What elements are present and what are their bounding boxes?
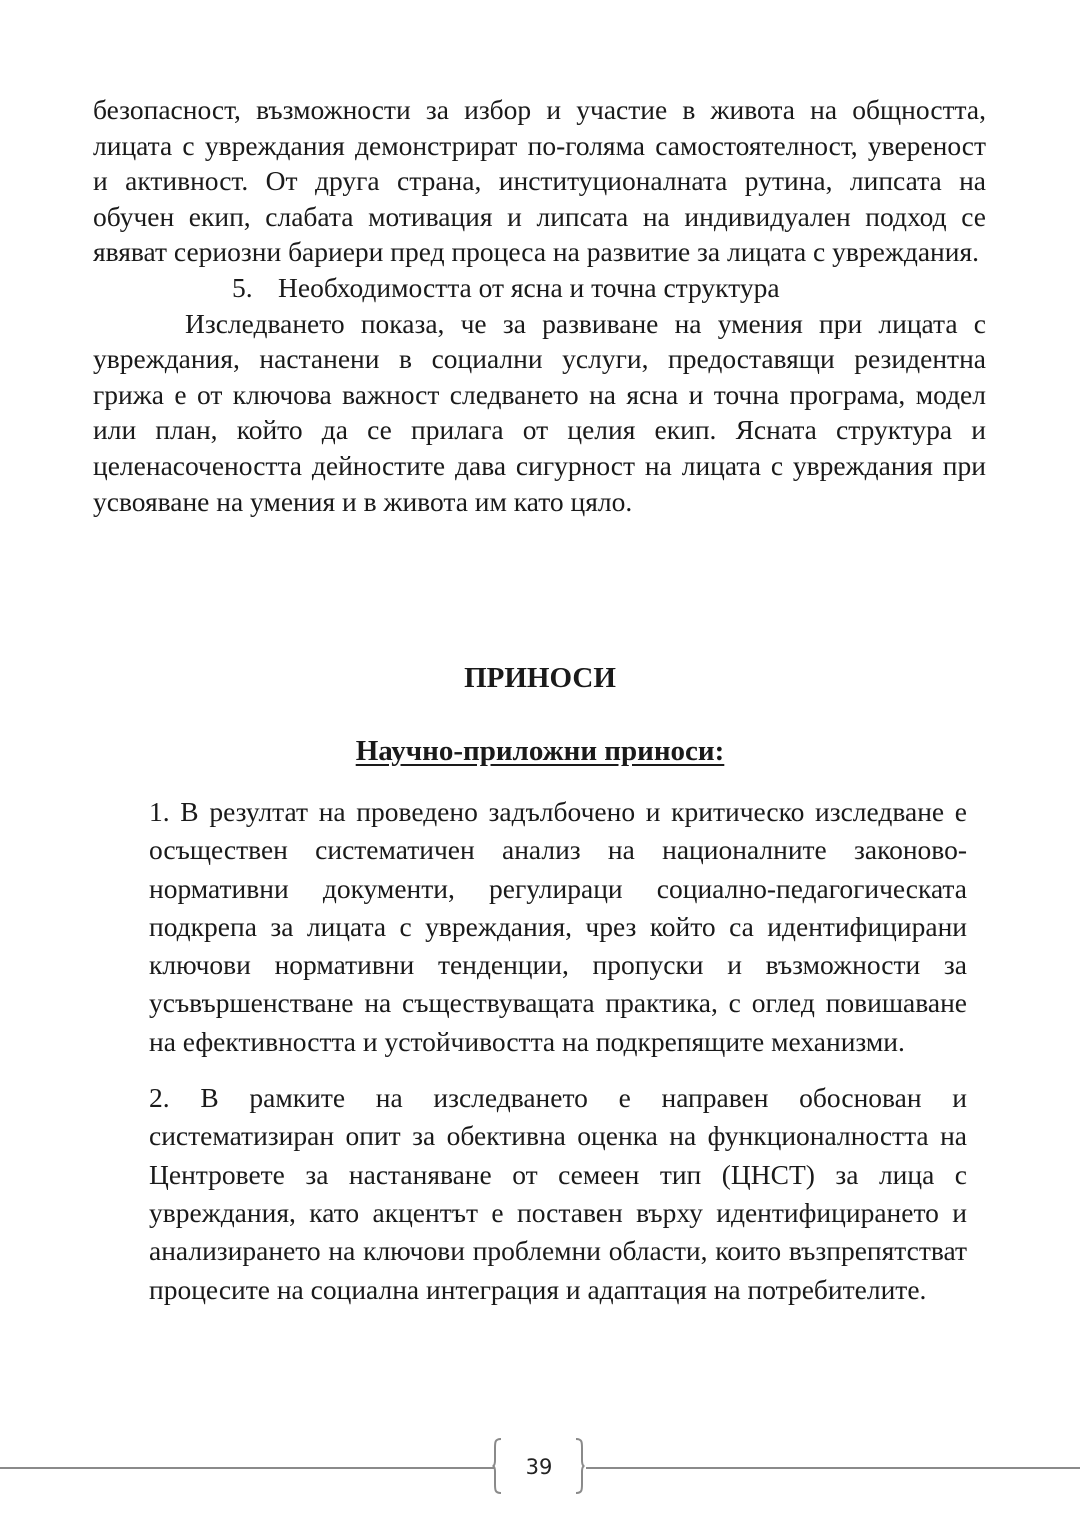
continuation-paragraph: безопасност, възможности за избор и участие в живота на общността, лицата с увреждания демонстрират по-голяма самостоятелност, увереност и активност. От друга страна, институционалната рутина, липсата на обучен екип, слабата мотивация и липсата на индивидуален подход се явяват сериозни бариери пред процеса на развитие за лицата с увреждания. <box>93 94 986 268</box>
footer-rule-left <box>0 1467 494 1469</box>
subsection-title: Научно-приложни приноси: <box>355 735 725 767</box>
numbered-heading <box>93 270 986 306</box>
contribution-item: 2. В рамките на изследването е направен обоснован и систематизиран опит за обективна оценка на функционалността на Центровете за настаняване от семеен тип (ЦНСТ) за лица с увреждания, като акцентът е поставен върху идентифицирането и анализирането на ключови проблемни области, които възпрепятстват процесите на социална интеграция и адаптация на потребителите. <box>149 1082 967 1305</box>
numbered-heading-number: 5. <box>232 271 253 303</box>
contribution-item: 1. В резултат на проведено задълбочено и критическо изследване е осъществен систематичен анализ на националните законово-нормативни документи, регулираци социално-педагогическата подкрепа за лицата с увреждания, чрез който са идентифицирани ключови нормативни тенденции, пропуски и възможности за усъвършенстване на съществуващата практика, с оглед повишаване на ефективността и устойчивостта на подкрепящите механизми. <box>149 796 967 1057</box>
page-number: 39 <box>525 1455 553 1479</box>
numbered-heading-text: Необходимостта от ясна и точна структура <box>278 271 780 303</box>
footer-rule-right <box>586 1467 1080 1469</box>
body-text-top <box>93 92 986 519</box>
section-title: ПРИНОСИ <box>464 662 616 694</box>
structure-paragraph: Изследването показа, че за развиване на умения при лицата с увреждания, настанени в социални услуги, предоставящи резидентна грижа е от ключова важност следването на ясна и точна програма, модел или план, който да се прилага от целия екип. Ясната структура и целенасочеността дейностите дава сигурност на лицата с увреждания при усвояване на умения и в живота им като цяло. <box>93 307 986 517</box>
contributions-list <box>149 793 967 1309</box>
